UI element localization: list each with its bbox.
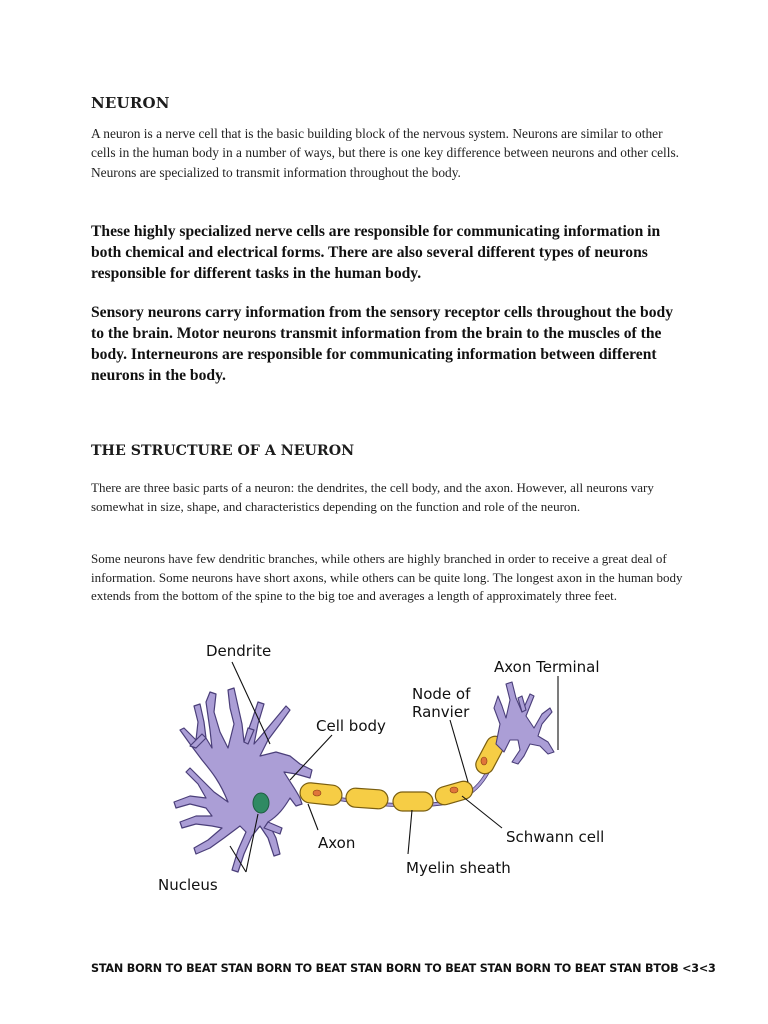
paragraph-specialized-cells: These highly specialized nerve cells are responsible for communicating information in both chemical and electrical forms. There are also several different types of neurons responsible for different tasks in the human body. (91, 223, 661, 282)
label-axon: Axon (318, 834, 356, 852)
label-nucleus: Nucleus (158, 876, 218, 894)
axon-terminal-shape (494, 682, 554, 764)
heading-structure: THE STRUCTURE OF A NEURON (91, 443, 355, 459)
label-node-of-ranvier-2: Ranvier (412, 703, 470, 721)
footer-text: STAN BORN TO BEAT STAN BORN TO BEAT STAN BORN TO BEAT STAN BORN TO BEAT STAN BTOB <3<3 (91, 962, 716, 975)
label-dendrite: Dendrite (206, 642, 272, 660)
paragraph-branches-axons: Some neurons have few dendritic branches, while others are highly branched in order to receive a great deal of information. Some neurons have short axons, while others can be quite long. The longest axon in the human body extends from the bottom of the spine to the big toe and averages a length of approximately three feet. (91, 551, 683, 604)
label-axon-terminal: Axon Terminal (494, 658, 600, 676)
paragraph-neuron-types: Sensory neurons carry information from the sensory receptor cells throughout the body to the brain. Motor neurons transmit information from the brain to the muscles of the body. Interneurons are responsible for communicating information between different neurons in the body. (91, 304, 673, 384)
neuron-diagram (150, 632, 620, 902)
label-cell-body: Cell body (316, 717, 386, 735)
cell-body-shape (174, 688, 312, 872)
label-myelin-sheath: Myelin sheath (406, 859, 511, 877)
myelin-segments (299, 733, 507, 811)
paragraph-intro: A neuron is a nerve cell that is the basic building block of the nervous system. Neurons are similar to other cells in the human body in a number of ways, but there is one key difference between neurons and other cells. Neurons are specialized to transmit information throughout the body. (91, 126, 680, 180)
label-node-of-ranvier-1: Node of (412, 685, 471, 703)
label-schwann-cell: Schwann cell (506, 828, 605, 846)
heading-neuron: NEURON (91, 94, 170, 112)
nucleus-shape (253, 793, 269, 813)
paragraph-basic-parts: There are three basic parts of a neuron: the dendrites, the cell body, and the axon. However, all neurons vary somewhat in size, shape, and characteristics depending on the function and role of the neuron. (91, 480, 654, 514)
